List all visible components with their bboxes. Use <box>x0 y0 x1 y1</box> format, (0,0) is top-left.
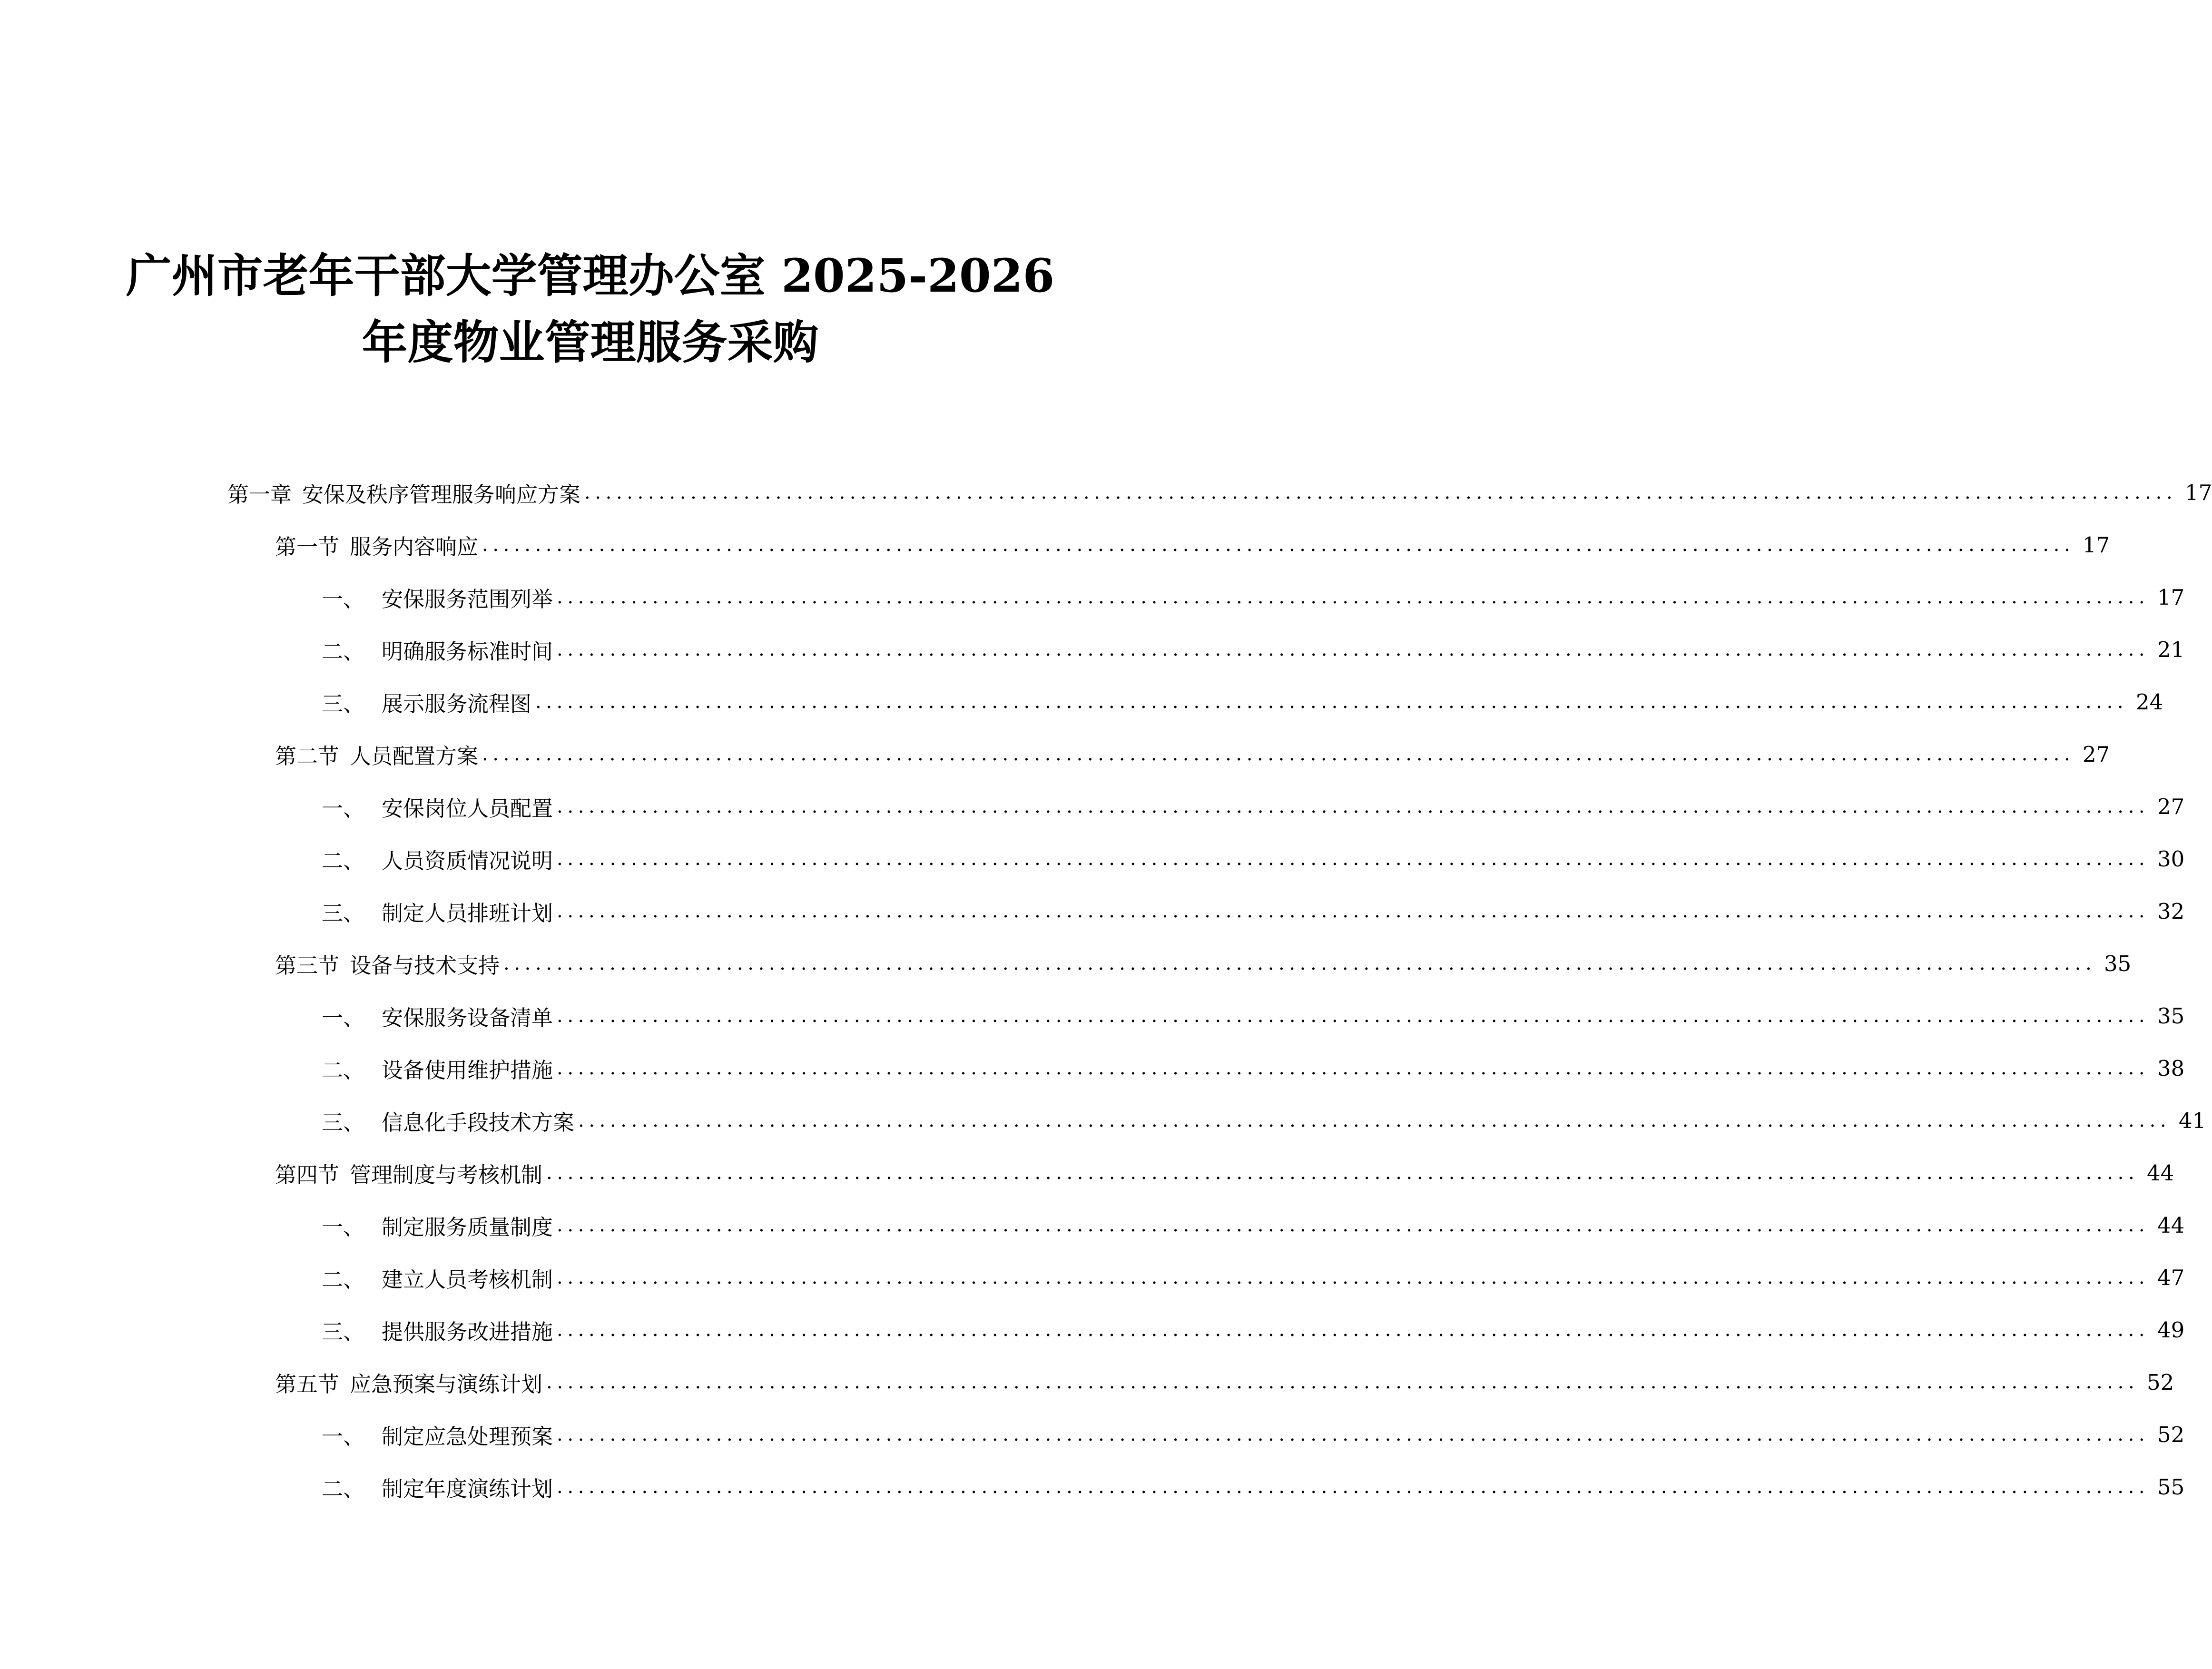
toc-dot-leader: ...................................................................................................................................................... <box>557 1319 2150 1341</box>
toc-entry-label <box>322 1262 557 1293</box>
toc-entry-prefix: 一、 <box>322 1005 365 1031</box>
toc-entry-prefix: 三、 <box>322 1319 365 1345</box>
toc-entry-title: 制定年度演练计划 <box>382 1476 553 1502</box>
toc-entry[interactable] <box>0 623 2185 676</box>
toc-entry[interactable] <box>0 1251 2185 1304</box>
toc-entry-title: 服务内容响应 <box>350 534 479 560</box>
toc-entry-label <box>322 896 557 927</box>
toc-entry-title: 明确服务标准时间 <box>382 638 553 664</box>
toc-entry-label <box>322 791 557 822</box>
toc-entry-title: 人员配置方案 <box>350 743 479 769</box>
toc-entry[interactable] <box>0 1147 2174 1199</box>
toc-entry-prefix: 二、 <box>322 848 365 874</box>
toc-page-number: 27 <box>2157 794 2185 819</box>
toc-page-number: 17 <box>2185 480 2212 505</box>
toc-dot-leader: ...................................................................................................................................................... <box>557 638 2150 660</box>
toc-entry-title: 安保岗位人员配置 <box>382 795 553 821</box>
toc-entry-prefix: 第一节 <box>275 534 340 560</box>
toc-page-number: 35 <box>2157 1003 2185 1029</box>
toc-entry-label <box>275 948 503 979</box>
toc-entry-title: 设备与技术支持 <box>350 952 500 978</box>
toc-entry-label <box>322 582 557 613</box>
toc-entry-title: 建立人员考核机制 <box>382 1266 553 1292</box>
toc-dot-leader: ...................................................................................................................................................... <box>557 1476 2150 1498</box>
toc-page-number: 44 <box>2147 1160 2174 1186</box>
toc-entry-prefix: 一、 <box>322 795 365 821</box>
toc-dot-leader: ...................................................................................................................................................... <box>557 1266 2150 1288</box>
toc-entry-title: 安保及秩序管理服务响应方案 <box>302 481 581 507</box>
toc-entry-label <box>227 477 584 508</box>
toc-entry-prefix: 一、 <box>322 1424 365 1449</box>
toc-dot-leader: ...................................................................................................................................................... <box>584 481 2177 503</box>
toc-entry-label <box>322 1210 557 1241</box>
toc-dot-leader: ...................................................................................................................................................... <box>482 534 2075 556</box>
toc-entry[interactable] <box>0 571 2185 623</box>
toc-entry[interactable] <box>0 885 2185 937</box>
toc-entry[interactable] <box>0 833 2185 885</box>
toc-entry-prefix: 一、 <box>322 586 365 612</box>
title-line-2: 年度物业管理服务采购 <box>362 315 819 369</box>
toc-entry-prefix: 第二节 <box>275 743 340 769</box>
toc-entry-label <box>322 1105 578 1136</box>
toc-entry[interactable] <box>0 728 2110 780</box>
toc-entry[interactable] <box>0 519 2110 571</box>
toc-entry-prefix: 第三节 <box>275 952 340 978</box>
toc-entry-prefix: 第一章 <box>227 481 292 507</box>
toc-page-number: 27 <box>2083 741 2110 767</box>
table-of-contents <box>0 466 2212 1513</box>
toc-entry-title: 设备使用维护措施 <box>382 1057 553 1083</box>
toc-page-number: 47 <box>2157 1265 2185 1290</box>
toc-dot-leader: ...................................................................................................................................................... <box>557 1214 2150 1236</box>
toc-entry[interactable] <box>0 1356 2174 1408</box>
toc-entry-prefix: 二、 <box>322 1266 365 1292</box>
toc-dot-leader: ...................................................................................................................................................... <box>557 900 2150 922</box>
toc-entry-title: 管理制度与考核机制 <box>350 1162 543 1188</box>
toc-entry[interactable] <box>0 937 2132 990</box>
toc-page-number: 17 <box>2083 532 2110 558</box>
toc-page-number: 44 <box>2157 1212 2185 1238</box>
toc-dot-leader: ...................................................................................................................................................... <box>546 1371 2139 1393</box>
toc-entry-label <box>275 530 482 560</box>
toc-page-number: 41 <box>2178 1108 2206 1133</box>
toc-entry-title: 应急预案与演练计划 <box>350 1371 543 1397</box>
toc-dot-leader: ...................................................................................................................................................... <box>557 1424 2150 1445</box>
toc-page-number: 17 <box>2157 584 2185 610</box>
toc-entry[interactable] <box>0 676 2163 728</box>
toc-page-number: 55 <box>2157 1474 2185 1500</box>
toc-entry-title: 展示服务流程图 <box>382 691 532 717</box>
toc-entry-label <box>322 1053 557 1084</box>
toc-entry-prefix: 二、 <box>322 638 365 664</box>
toc-entry[interactable] <box>0 990 2185 1042</box>
toc-entry-label <box>322 687 535 717</box>
toc-page-number: 21 <box>2157 637 2185 662</box>
toc-dot-leader: ...................................................................................................................................................... <box>482 743 2075 765</box>
toc-dot-leader: ...................................................................................................................................................... <box>535 691 2128 713</box>
toc-page-number: 38 <box>2157 1055 2185 1081</box>
toc-dot-leader: ...................................................................................................................................................... <box>503 952 2096 974</box>
toc-entry-prefix: 第四节 <box>275 1162 340 1188</box>
toc-entry-title: 制定应急处理预案 <box>382 1424 553 1449</box>
toc-entry-title: 安保服务设备清单 <box>382 1005 553 1031</box>
toc-entry-prefix: 三、 <box>322 1109 365 1135</box>
toc-entry-label <box>322 1472 557 1502</box>
toc-dot-leader: ...................................................................................................................................................... <box>557 586 2150 608</box>
toc-entry-label <box>275 1158 546 1188</box>
toc-entry-label <box>275 1367 546 1398</box>
toc-entry[interactable] <box>0 1304 2185 1356</box>
toc-entry-title: 人员资质情况说明 <box>382 848 553 874</box>
toc-entry-label <box>322 1419 557 1450</box>
toc-entry-title: 信息化手段技术方案 <box>382 1109 575 1135</box>
toc-entry-prefix: 第五节 <box>275 1371 340 1397</box>
toc-entry[interactable] <box>0 1094 2206 1147</box>
toc-dot-leader: ...................................................................................................................................................... <box>557 848 2150 870</box>
toc-entry[interactable] <box>0 1199 2185 1251</box>
toc-dot-leader: ...................................................................................................................................................... <box>578 1109 2171 1131</box>
toc-page-number: 30 <box>2157 846 2185 872</box>
toc-entry-title: 制定服务质量制度 <box>382 1214 553 1240</box>
toc-entry-title: 安保服务范围列举 <box>382 586 553 612</box>
document-title <box>0 243 1180 376</box>
toc-page-number: 52 <box>2147 1369 2174 1395</box>
toc-page-number: 24 <box>2135 689 2163 715</box>
toc-dot-leader: ...................................................................................................................................................... <box>557 1005 2150 1027</box>
toc-entry[interactable] <box>0 1461 2185 1513</box>
toc-entry-prefix: 一、 <box>322 1214 365 1240</box>
toc-entry[interactable] <box>0 1408 2185 1461</box>
toc-entry[interactable] <box>0 466 2212 519</box>
toc-page-number: 32 <box>2157 898 2185 924</box>
title-line-1: 广州市老年干部大学管理办公室 2025-2026 <box>126 249 1055 303</box>
toc-entry[interactable] <box>0 780 2185 833</box>
toc-entry-prefix: 三、 <box>322 691 365 717</box>
toc-page-number: 49 <box>2157 1317 2185 1343</box>
toc-entry-title: 提供服务改进措施 <box>382 1319 553 1345</box>
toc-entry-label <box>322 844 557 874</box>
toc-entry-label <box>322 634 557 665</box>
toc-entry-label <box>275 739 482 770</box>
toc-entry-label <box>322 1315 557 1345</box>
toc-entry-prefix: 二、 <box>322 1057 365 1083</box>
toc-entry-title: 制定人员排班计划 <box>382 900 553 926</box>
toc-entry[interactable] <box>0 1042 2185 1094</box>
toc-entry-label <box>322 1001 557 1031</box>
toc-entry-prefix: 三、 <box>322 900 365 926</box>
toc-dot-leader: ...................................................................................................................................................... <box>557 795 2150 817</box>
toc-entry-prefix: 二、 <box>322 1476 365 1502</box>
toc-dot-leader: ...................................................................................................................................................... <box>557 1057 2150 1079</box>
toc-page-number: 35 <box>2104 951 2132 976</box>
toc-dot-leader: ...................................................................................................................................................... <box>546 1162 2139 1184</box>
toc-page-number: 52 <box>2157 1422 2185 1447</box>
